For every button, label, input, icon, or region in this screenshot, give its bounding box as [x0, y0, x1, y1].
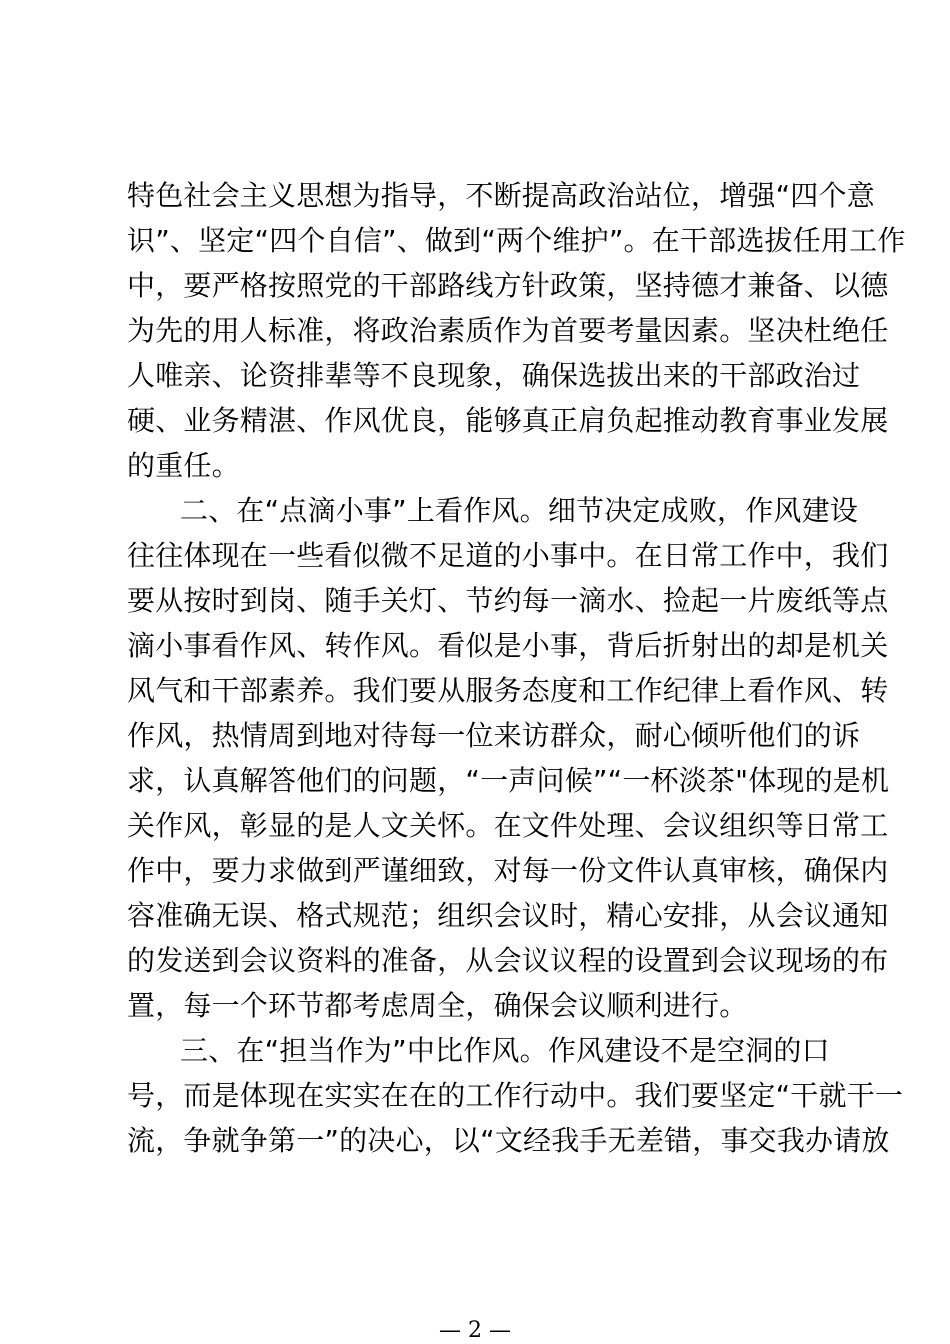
text-line: 要从按时到岗、随手关灯、节约每一滴水、捡起一片废纸等点	[127, 584, 889, 617]
text-line: 中，要严格按照党的干部路线方针政策，坚持德才兼备、以德	[127, 269, 889, 302]
page-number: — 2 —	[439, 1318, 511, 1343]
text-line: 识”、坚定“四个自信”、做到“两个维护”。在干部选拔任用工作	[127, 224, 906, 257]
text-line: 的发送到会议资料的准备，从会议议程的设置到会议现场的布	[127, 944, 889, 977]
text-line: 为先的用人标准，将政治素质作为首要考量因素。坚决杜绝任	[127, 314, 889, 347]
text-line: 特色社会主义思想为指导，不断提高政治站位，增强“四个意	[127, 179, 875, 212]
text-line: 滴小事看作风、转作风。看似是小事，背后折射出的却是机关	[127, 629, 889, 662]
text-line: 号，而是体现在实实在在的工作行动中。我们要坚定“干就干一	[127, 1079, 904, 1112]
text-line: 的重任。	[127, 449, 240, 482]
text-line: 容准确无误、格式规范；组织会议时，精心安排，从会议通知	[127, 899, 889, 932]
text-line: 关作风，彰显的是人文关怀。在文件处理、会议组织等日常工	[127, 809, 889, 842]
text-line: 作风，热情周到地对待每一位来访群众，耐心倾听他们的诉	[127, 719, 861, 752]
text-line: 风气和干部素养。我们要从服务态度和工作纪律上看作风、转	[127, 674, 889, 707]
text-line: 硬、业务精湛、作风优良，能够真正肩负起推动教育事业发展	[127, 404, 889, 437]
text-line: 往往体现在一些看似微不足道的小事中。在日常工作中，我们	[127, 539, 889, 572]
paragraph-heading-3: 三、在“担当作为”中比作风。作风建设不是空洞的口	[180, 1034, 830, 1067]
text-line: 流，争就争第一”的决心，以“文经我手无差错，事交我办请放	[127, 1124, 890, 1157]
text-line: 求，认真解答他们的问题，“一声问候”“一杯淡茶"体现的是机	[127, 764, 890, 797]
text-line: 人唯亲、论资排辈等不良现象，确保选拔出来的干部政治过	[127, 359, 861, 392]
text-line: 置，每一个环节都考虑周全，确保会议顺利进行。	[127, 989, 748, 1022]
text-line: 作中，要力求做到严谨细致，对每一份文件认真审核，确保内	[127, 854, 889, 887]
paragraph-heading-2: 二、在“点滴小事”上看作风。细节决定成败，作风建设	[180, 494, 859, 527]
